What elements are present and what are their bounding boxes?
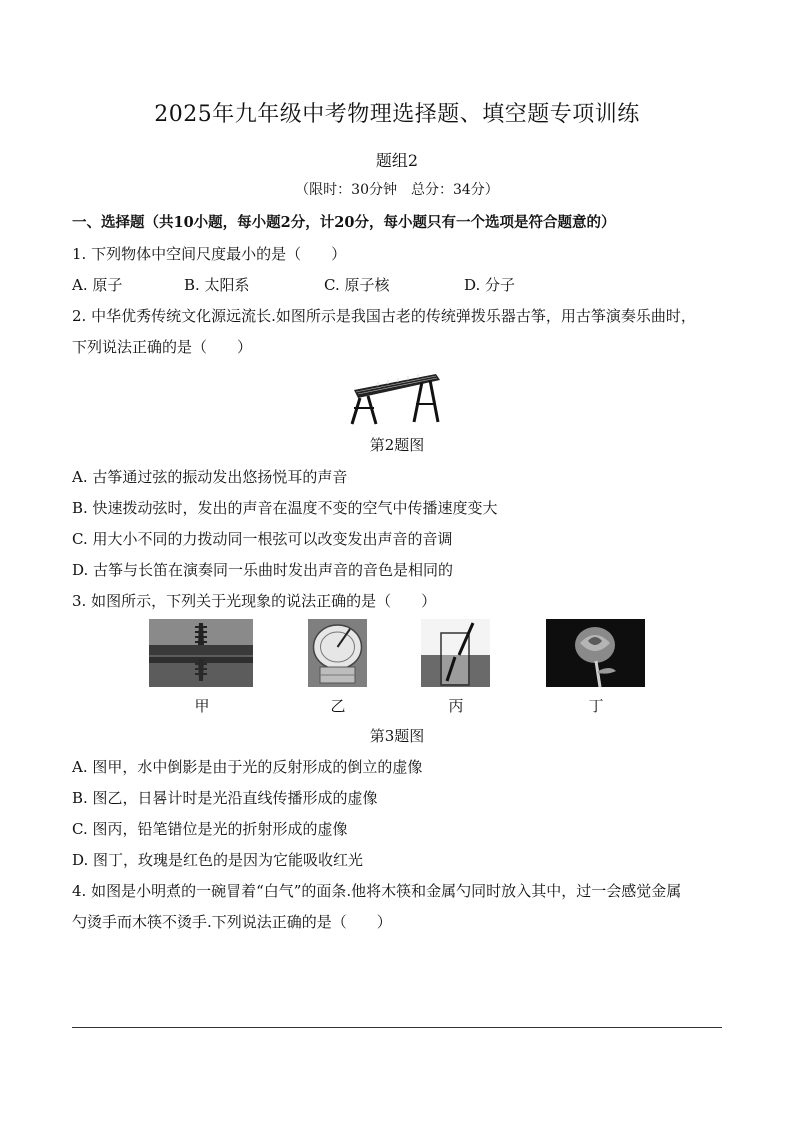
pencil-in-glass-image [421, 619, 490, 687]
figure-label-yi: 乙 [330, 697, 346, 715]
question-3-option-d: D. 图丁，玫瑰是红色的是因为它能吸收红光 [72, 851, 364, 869]
question-1-stem: 1. 下列物体中空间尺度最小的是（ ） [72, 245, 347, 263]
question-2-stem-line-2: 下列说法正确的是（ ） [72, 338, 253, 356]
question-2-option-b: B. 快速拨动弦时，发出的声音在温度不变的空气中传播速度变大 [72, 499, 498, 517]
question-3-option-a: A. 图甲，水中倒影是由于光的反射形成的倒立的虚像 [72, 758, 423, 776]
option-b: B. 太阳系 [184, 276, 250, 294]
time-score-limits: （限时：30分钟 总分：34分） [295, 182, 499, 198]
option-a: A. 原子 [72, 276, 123, 294]
section-heading: 一、选择题（共10小题，每小题2分，计20分，每小题只有一个选项是符合题意的） [72, 214, 616, 231]
question-4-stem-line-1: 4. 如图是小明煮的一碗冒着“白气”的面条.他将木筷和金属勺同时放入其中，过一会感觉金属 [72, 882, 682, 900]
page-title: 2025年九年级中考物理选择题、填空题专项训练 [154, 102, 640, 127]
rose-image [546, 619, 645, 687]
option-d: D. 分子 [464, 276, 516, 294]
option-c: C. 原子核 [324, 276, 390, 294]
figure-label-jia: 甲 [194, 697, 210, 715]
figure-label-bing: 丙 [448, 697, 464, 715]
sundial-image [308, 619, 367, 687]
figure-label-ding: 丁 [588, 697, 604, 715]
question-2-option-a: A. 古筝通过弦的振动发出悠扬悦耳的声音 [72, 468, 348, 486]
question-3-option-c: C. 图丙，铅笔错位是光的折射形成的虚像 [72, 820, 348, 838]
question-4-stem-line-2: 勺烫手而木筷不烫手.下列说法正确的是（ ） [72, 913, 392, 931]
figure-2-caption: 第2题图 [369, 436, 425, 454]
question-2-stem-line-1: 2. 中华优秀传统文化源远流长.如图所示是我国古老的传统弹拨乐器古筝，用古筝演奏乐曲时， [72, 307, 696, 325]
guzheng-image [348, 368, 444, 426]
question-1-options [72, 274, 515, 295]
question-3-option-b: B. 图乙，日晷计时是光沿直线传播形成的虚像 [72, 789, 378, 807]
question-2-option-c: C. 用大小不同的力拨动同一根弦可以改变发出声音的音调 [72, 530, 453, 548]
pagoda-reflection-image [149, 619, 253, 687]
question-2-option-d: D. 古筝与长笛在演奏同一乐曲时发出声音的音色是相同的 [72, 561, 454, 579]
footer-divider [72, 1027, 722, 1028]
page-subtitle: 题组2 [375, 151, 419, 170]
question-3-stem: 3. 如图所示，下列关于光现象的说法正确的是（ ） [72, 592, 437, 610]
figure-3-caption: 第3题图 [369, 727, 425, 745]
